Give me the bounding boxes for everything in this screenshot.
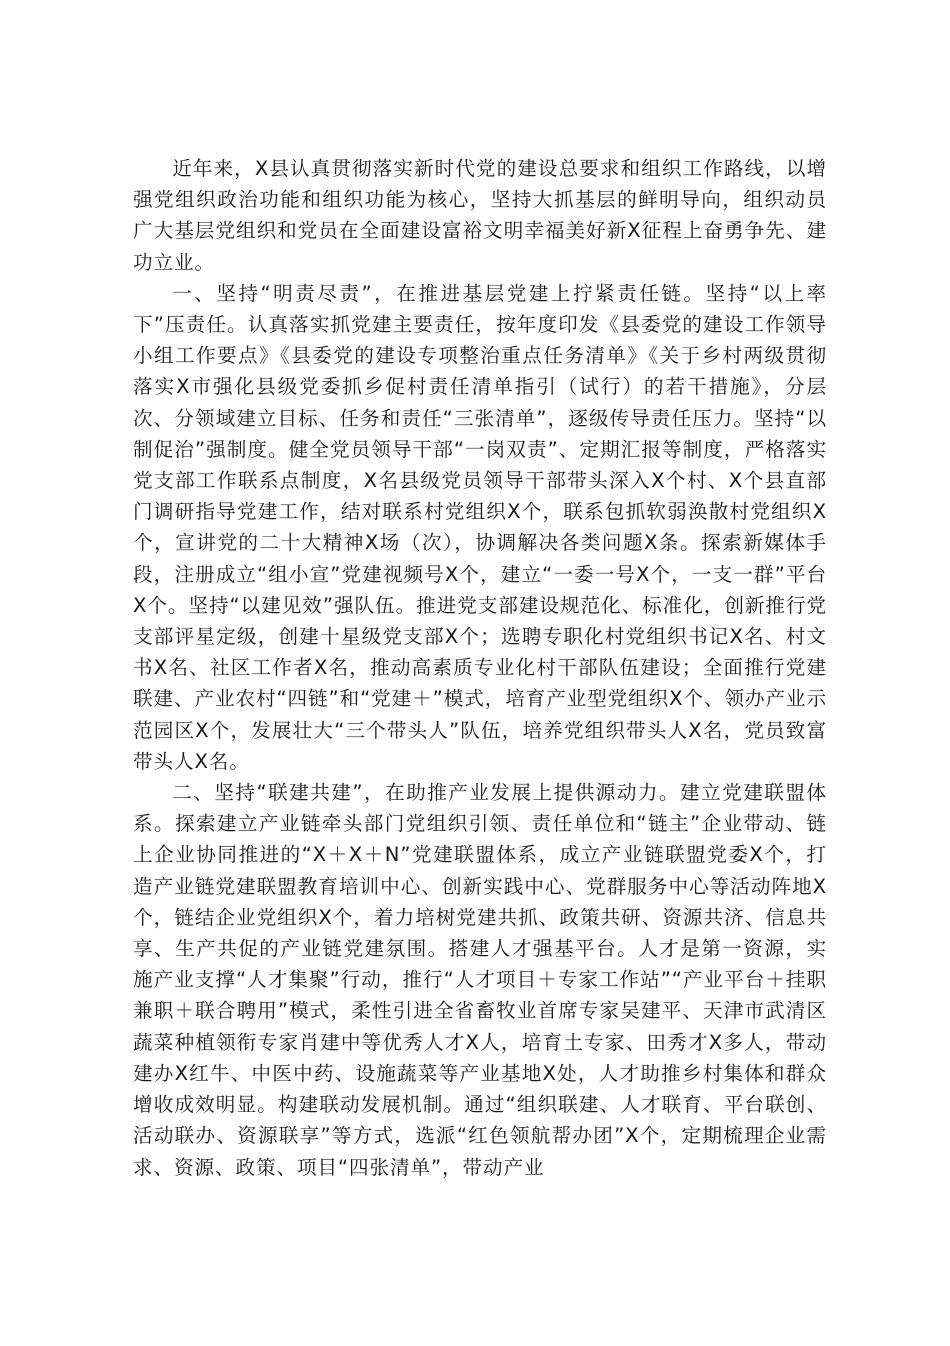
paragraph-section-one: 一、坚持“明责尽责”，在推进基层党建上拧紧责任链。坚持“以上率下”压责任。认真落实抓党建主要责任，按年度印发《县委党的建设工作领导小组工作要点》《县委党的建设专项整治重点任务清单》《关于乡村两级贯彻落实X市强化县级党委抓乡促村责任清单指引（试行）的若干措施》，分层次、分领域建立目标、任务和责任“三张清单”，逐级传导责任压力。坚持“以制促治”强制度。健全党员领导干部“一岗双责”、定期汇报等制度，严格落实党支部工作联系点制度，X名县级党员领导干部带头深入X个村、X个县直部门调研指导党建工作，结对联系村党组织X个，联系包抓软弱涣散村党组织X个，宣讲党的二十大精神X场（次），协调解决各类问题X条。探索新媒体手段，注册成立“组小宣”党建视频号X个，建立“一委一号X个，一支一群”平台X个。坚持“以建见效”强队伍。推进党支部建设规范化、标准化，创新推行党支部评星定级，创建十星级党支部X个；选聘专职化村党组织书记X名、村文书X名、社区工作者X名，推动高素质专业化村干部队伍建设；全面推行党建联建、产业农村“四链”和“党建＋”模式，培育产业型党组织X个、领办产业示范园区X个，发展壮大“三个带头人”队伍，培养党组织带头人X名，党员致富带头人X名。: [133, 281, 827, 773]
paragraph-intro: 近年来，X县认真贯彻落实新时代党的建设总要求和组织工作路线，以增强党组织政治功能和组织功能为核心，坚持大抓基层的鲜明导向，组织动员广大基层党组织和党员在全面建设富裕文明幸福美好新X征程上奋勇争先、建功立业。: [133, 157, 827, 274]
paragraph-section-two: 二、坚持“联建共建”，在助推产业发展上提供源动力。建立党建联盟体系。探索建立产业链牵头部门党组织引领、责任单位和“链主”企业带动、链上企业协同推进的“X＋X＋N”党建联盟体系，成立产业链联盟党委X个，打造产业链党建联盟教育培训中心、创新实践中心、党群服务中心等活动阵地X个，链结企业党组织X个，着力培树党建共抓、政策共研、资源共济、信息共享、生产共促的产业链党建氛围。搭建人才强基平台。人才是第一资源，实施产业支撑“人才集聚”行动，推行“人才项目＋专家工作站”“产业平台＋挂职兼职＋联合聘用”模式，柔性引进全省畜牧业首席专家吴建平、天津市武清区蔬菜种植领衔专家肖建中等优秀人才X人，培育土专家、田秀才X多人，带动建办X红牛、中医中药、设施蔬菜等产业基地X处，人才助推乡村集体和群众增收成效明显。构建联动发展机制。通过“组织联建、人才联育、平台联创、活动联办、资源联享”等方式，选派“红色领航帮办团”X个，定期梳理企业需求、资源、政策、项目“四张清单”，带动产业: [133, 781, 827, 1179]
document-body: [133, 153, 827, 1183]
